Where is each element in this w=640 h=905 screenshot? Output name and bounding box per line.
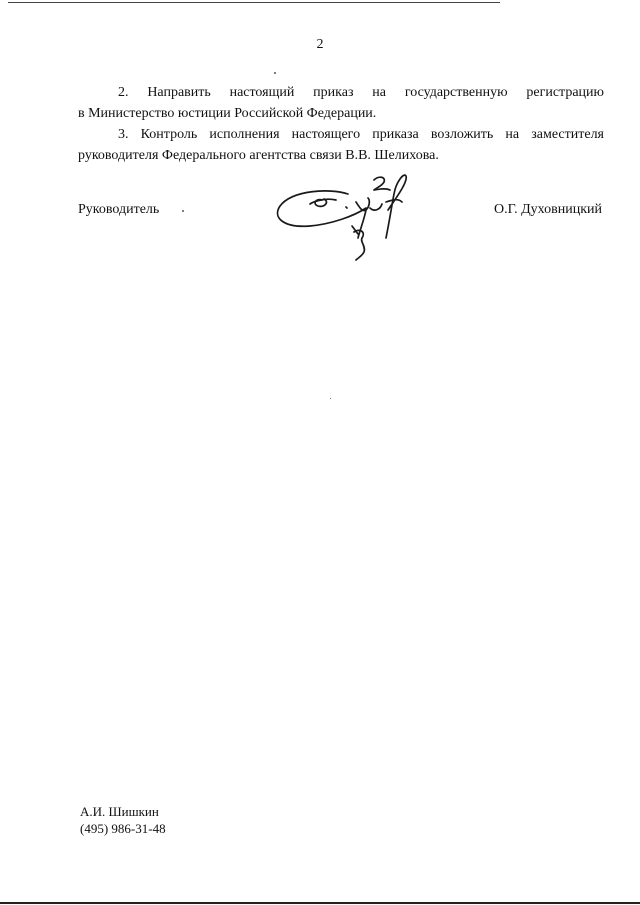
paragraph-line: 2. Направить настоящий приказ на государственную регистрацию [118,85,604,100]
scan-bottom-edge-line [0,902,640,904]
paragraph-line: 3. Контроль исполнения настоящего приказа возложить на заместителя [118,127,604,142]
scan-speck [330,398,331,399]
scan-speck [274,72,276,74]
signer-name: О.Г. Духовницкий [493,202,602,217]
paragraph-line: руководителя Федерального агентства связи В.В. Шелихова. [78,148,439,163]
paragraph-line: в Министерство юстиции Российской Федерации. [78,106,377,121]
handwritten-signature [270,168,430,264]
scan-top-edge-line [8,2,500,3]
executor-phone: (495) 986-31-48 [80,821,166,836]
executor-block [80,803,166,837]
paragraph-control [78,124,604,166]
signer-title: Руководитель [78,202,160,217]
paragraph-registration [78,82,604,124]
executor-name: А.И. Шишкин [80,804,159,819]
scan-speck [182,210,184,212]
page-number: 2 [316,37,324,52]
